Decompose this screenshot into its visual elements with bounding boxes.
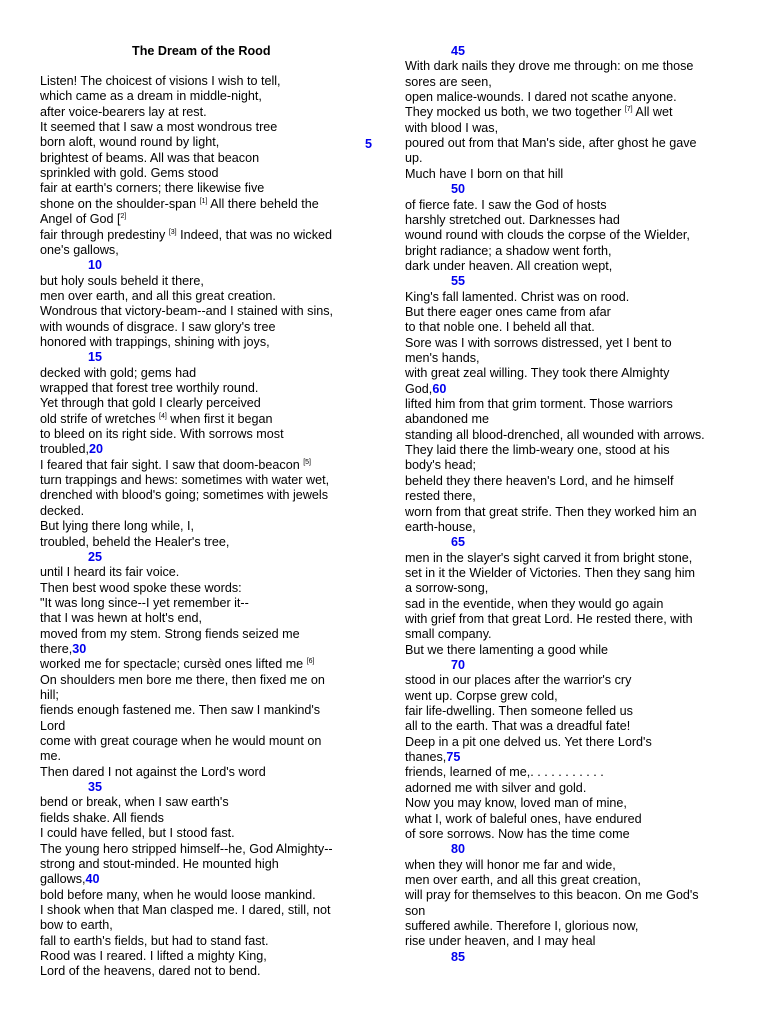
poem-line [40,74,281,89]
line-text: I could have felled, but I stood fast. [40,826,235,841]
poem-line [40,197,319,212]
line-text: Listen! The choicest of visions I wish to tell, [40,74,281,88]
line-text: with blood I was, [405,120,499,135]
line-text: Yet through that gold I clearly perceived [40,396,261,411]
poem-line [40,181,264,196]
poem-line [40,581,242,596]
line-text: after voice-bearers lay at rest. [40,104,207,119]
footnote-ref[interactable]: [5] [303,458,312,466]
poem-line [405,566,695,581]
line-text: what I, work of baleful ones, have endured [405,811,642,826]
poem-line [405,934,595,949]
line-text: Angel of God [ [40,212,121,227]
footnote-ref[interactable]: [4] [159,412,167,420]
line-text: stood in our places after the warrior's cry [405,673,632,688]
line-text-continued: All there beheld the [207,196,319,211]
line-text: It seemed that I saw a most wondrous tree [40,120,278,135]
line-text: I shook when that Man clasped me. I dared, still, not [40,902,331,917]
poem-line [40,335,270,350]
poem-line [40,135,219,150]
poem-line [405,75,492,90]
line-text: decked with gold; gems had [40,365,197,380]
line-text: fair life-dwelling. Then someone felled us [405,704,633,719]
poem-line [405,366,669,381]
poem-line [40,964,261,979]
line-text: dark under heaven. All creation wept, [405,258,613,273]
line-number-label: 10 [88,258,103,273]
line-text: one's gallows, [40,242,119,257]
line-text: born aloft, wound round by light, [40,135,220,150]
poem-line [405,167,563,182]
line-number [88,258,102,273]
line-text: But we there lamenting a good while [405,642,609,657]
line-text: strong and stout-minded. He mounted high [40,856,279,871]
poem-line [405,704,633,719]
line-number-label: 15 [88,350,103,365]
poem-line [40,734,321,749]
line-text: standing all blood-drenched, all wounded with arrows. [405,427,705,442]
poem-line [40,627,300,642]
poem-line [40,473,329,488]
poem-line [40,611,202,626]
poem-line [40,872,100,887]
poem-line [405,213,620,228]
line-number-label: 45 [451,44,466,58]
line-text: men in the slayer's sight carved it from bright stone, [405,550,693,565]
poem-line [40,427,284,442]
line-number-label: 65 [451,535,466,550]
line-text: bend or break, when I saw earth's [40,795,229,810]
line-text: fields shake. All fiends [40,810,164,825]
line-text: set in it the Wielder of Victories. Then they sang him [405,565,696,580]
poem-line [40,719,65,734]
line-text: Deep in a pit one delved us. Yet there Lord's [405,734,652,749]
poem-line [40,857,279,872]
line-text: went up. Corpse grew cold, [405,688,558,703]
line-text: drenched with blood's going; sometimes with jewels [40,488,329,503]
line-text: harshly stretched out. Darknesses had [405,212,620,227]
line-text: The young hero stripped himself--he, God Almighty-- [40,841,333,856]
poem-line [405,888,699,903]
line-text: sad in the eventide, when they would go again [405,596,664,611]
poem-title [132,44,271,59]
line-text: The Dream of the Rood [132,44,271,58]
line-text: which came as a dream in middle-night, [40,89,262,104]
line-text: worked me for spectacle; cursèd ones lifted me [40,657,307,672]
poem-line [405,59,693,74]
footnote-ref[interactable]: [7] [624,106,633,114]
poem-line [405,750,460,765]
line-text: son [405,903,426,918]
line-text: fair through predestiny [40,227,169,242]
line-text: of sore sorrows. Now has the time come [405,826,630,841]
line-text: King's fall lamented. Christ was on rood. [405,289,630,304]
poem-line [40,166,219,181]
line-text: with great zeal willing. They took there Almighty [405,366,670,381]
line-number [451,842,465,857]
poem-line [40,826,235,841]
line-text: will pray for themselves to this beacon. On me God's [405,888,699,903]
poem-line [40,519,194,534]
line-number-label: 80 [451,842,466,857]
line-number-label: 70 [451,658,466,672]
line-text: bold before many, when he would loose mankind. [40,887,316,902]
line-text: adorned me with silver and gold. [405,780,587,795]
poem-line [40,120,277,135]
line-text-continued: Indeed, that was no wicked [176,227,333,242]
poem-line [405,873,641,888]
poem-line [405,581,488,596]
poem-line [40,105,207,120]
line-text: rise under heaven, and I may heal [405,934,596,949]
line-text: With dark nails they drove me through: on me those [405,59,694,74]
poem-line [405,259,612,274]
line-text: abandoned me [405,412,490,427]
poem-line [40,765,266,780]
line-text: On shoulders men bore me there, then fixed me on [40,672,325,687]
poem-line [40,412,273,427]
poem-line [405,397,673,412]
footnote-ref[interactable]: 2] [120,213,127,221]
poem-line [40,381,258,396]
line-text: wound round with clouds the corpse of the Wielder, [405,228,690,243]
poem-line [405,412,489,427]
line-text: Rood was I reared. I lifted a mighty King, [40,948,267,963]
poem-line [40,89,262,104]
poem-line [40,795,229,810]
poem-line [405,90,677,105]
poem-line [405,290,629,305]
poem-line [40,888,316,903]
poem-line [405,612,693,627]
poem-line [405,827,630,842]
line-text: Sore was I with sorrows distressed, yet I bent to [405,335,672,350]
line-text: Then best wood spoke these words: [40,580,242,595]
line-text: with grief from that great Lord. He rested there, with [405,611,693,626]
line-number [451,950,465,965]
line-text: when they will honor me far and wide, [405,857,616,872]
line-text: Much have I born on that hill [405,166,564,181]
poem-line [40,535,229,550]
line-text: all to the earth. That was a dreadful fate! [405,719,631,734]
poem-line [405,121,498,136]
poem-line [405,305,611,320]
poem-line [40,657,315,672]
poem-line [40,320,276,335]
line-text: Lord of the heavens, dared not to bend. [40,964,261,979]
poem-line [40,504,84,519]
poem-line [405,673,631,688]
poem-line [40,903,331,918]
poem-line [405,904,425,919]
poem-line [405,382,446,397]
poem-line [40,289,276,304]
poem-line [40,749,61,764]
poem-line [405,643,608,658]
line-text: to bleed on its right side. With sorrows most [40,427,284,442]
line-text: But lying there long while, I, [40,519,195,534]
line-text: fall to earth's fields, but had to stand fast. [40,933,269,948]
poem-line [405,336,672,351]
line-text: beheld they there heaven's Lord, and he himself [405,473,674,488]
line-text: that I was hewn at holt's end, [40,611,203,626]
line-text-continued: All wet [632,105,673,120]
poem-line [405,320,595,335]
line-text: honored with trappings, shining with joys, [40,334,270,349]
poem-line [405,735,652,750]
line-number-5: 5 [365,137,373,151]
line-number-label: 50 [451,182,466,197]
line-number-label: 85 [451,949,466,964]
line-text: Wondrous that victory-beam--and I stained with sins, [40,304,334,319]
poem-line [405,812,642,827]
inline-line-number: 40 [85,872,100,887]
inline-line-number: 30 [72,641,87,656]
footnote-ref[interactable]: [3] [168,228,177,236]
poem-line [405,689,558,704]
line-text: to that noble one. I beheld all that. [405,320,595,335]
inline-line-number: 75 [446,750,461,765]
line-text: They mocked us both, we two together [405,105,625,120]
poem-line [405,719,630,734]
poem-line [405,781,586,796]
line-text: thanes, [405,750,447,765]
poem-line [405,443,670,458]
line-number-label: 55 [451,274,466,289]
line-text: there, [40,641,73,656]
line-text: gallows, [40,872,86,887]
line-text: brightest of beams. All was that beacon [40,150,260,165]
line-number [451,535,465,550]
line-text: body's head; [405,458,477,473]
poem-line [405,198,607,213]
poem-line [40,366,196,381]
line-text: come with great courage when he would mount on [40,734,322,749]
line-text: suffered awhile. Therefore I, glorious now, [405,918,639,933]
line-text: moved from my stem. Strong fiends seized me [40,626,300,641]
line-text: hill; [40,688,59,702]
line-text: fiends enough fastened me. Then saw I mankind's [40,703,321,718]
line-text: "It was long since--I yet remember it-- [40,595,249,610]
line-text: God, [405,381,433,396]
line-text-continued: when first it began [166,411,273,426]
poem-line [405,474,673,489]
poem-line [40,934,269,949]
poem-line [40,228,332,243]
poem-line [405,765,604,780]
line-text: until I heard its fair voice. [40,565,180,580]
poem-line [40,642,86,657]
poem-line [405,136,697,151]
footnote-ref[interactable]: [1] [199,197,208,205]
line-text: up. [405,151,423,166]
line-text: men over earth, and all this great creation. [40,288,276,303]
poem-line [40,304,333,319]
poem-line [405,428,705,443]
poem-line [405,551,692,566]
poem-line [405,597,663,612]
poem-line [40,811,164,826]
line-text: rested there, [405,489,476,504]
line-text: but holy souls beheld it there, [40,273,204,288]
line-number [88,350,102,365]
line-number-label: 25 [88,549,103,564]
line-number [451,44,465,59]
line-text: shone on the shoulder-span [40,196,200,211]
line-text: a sorrow-song, [405,581,489,596]
line-text: open malice-wounds. I dared not scathe anyone. [405,90,677,105]
line-text: old strife of wretches [40,411,159,426]
line-text: Now you may know, loved man of mine, [405,796,627,811]
line-text: bow to earth, [40,918,113,933]
poem-line [405,858,616,873]
line-text: men over earth, and all this great creation, [405,872,641,887]
poem-line [405,627,492,642]
line-text: me. [40,749,61,764]
poem-line [40,396,261,411]
line-text: earth-house, [405,519,476,534]
line-text: friends, learned of me,. . . . . . . . . . . [405,765,604,780]
line-number [88,780,102,795]
poem-line [40,842,333,857]
line-text: sores are seen, [405,74,492,89]
poem-line [40,703,320,718]
line-text: But there eager ones came from afar [405,304,611,319]
line-text: Lord [40,718,66,733]
inline-line-number: 60 [432,381,447,396]
poem-line [40,949,267,964]
line-text: bright radiance; a shadow went forth, [405,243,612,258]
line-text: of fierce fate. I saw the God of hosts [405,197,607,212]
line-text: lifted him from that grim torment. Those warriors [405,397,673,412]
poem-line [405,151,423,166]
line-text: with wounds of disgrace. I saw glory's tree [40,319,276,334]
line-text: They laid there the limb-weary one, stood at his [405,443,670,458]
poem-line [40,442,103,457]
line-text: sprinkled with gold. Gems stood [40,166,219,181]
poem-line [40,243,119,258]
poem-line [40,673,325,688]
line-text: decked. [40,503,85,518]
poem-line [405,105,673,120]
poem-line [40,488,328,503]
poem-line [405,351,480,366]
poem-line [40,212,126,227]
poem-line [405,228,690,243]
line-number [88,550,102,565]
poem-line [40,458,311,473]
line-text: poured out from that Man's side, after ghost he gave [405,136,697,151]
poem-line [40,688,59,703]
poem-line [40,151,259,166]
poem-line [40,565,179,580]
line-text: troubled, [40,442,90,457]
poem-line [405,244,612,259]
poem-line [40,596,249,611]
line-number-label: 35 [88,780,103,795]
line-text: turn trappings and hews: sometimes with water wet, [40,473,330,488]
line-number [451,182,465,197]
poem-line [405,458,476,473]
line-text: men's hands, [405,351,480,365]
poem-line [40,274,204,289]
line-text: small company. [405,627,492,642]
line-text: I feared that fair sight. I saw that doom-beacon [40,457,304,472]
poem-line [405,489,476,504]
line-text: Then dared I not against the Lord's word [40,764,266,779]
poem-line [40,918,113,933]
line-text: fair at earth's corners; there likewise five [40,181,265,196]
poem-line [405,520,476,535]
footnote-ref[interactable]: [6] [306,658,315,666]
line-text: troubled, beheld the Healer's tree, [40,534,230,549]
line-text: wrapped that forest tree worthily round. [40,381,259,395]
poem-line [405,505,697,520]
inline-line-number: 20 [89,442,104,457]
line-number [451,658,465,673]
line-number [451,274,465,289]
poem-line [405,919,638,934]
poem-line [405,796,627,811]
line-text: worn from that great strife. Then they worked him an [405,504,697,519]
